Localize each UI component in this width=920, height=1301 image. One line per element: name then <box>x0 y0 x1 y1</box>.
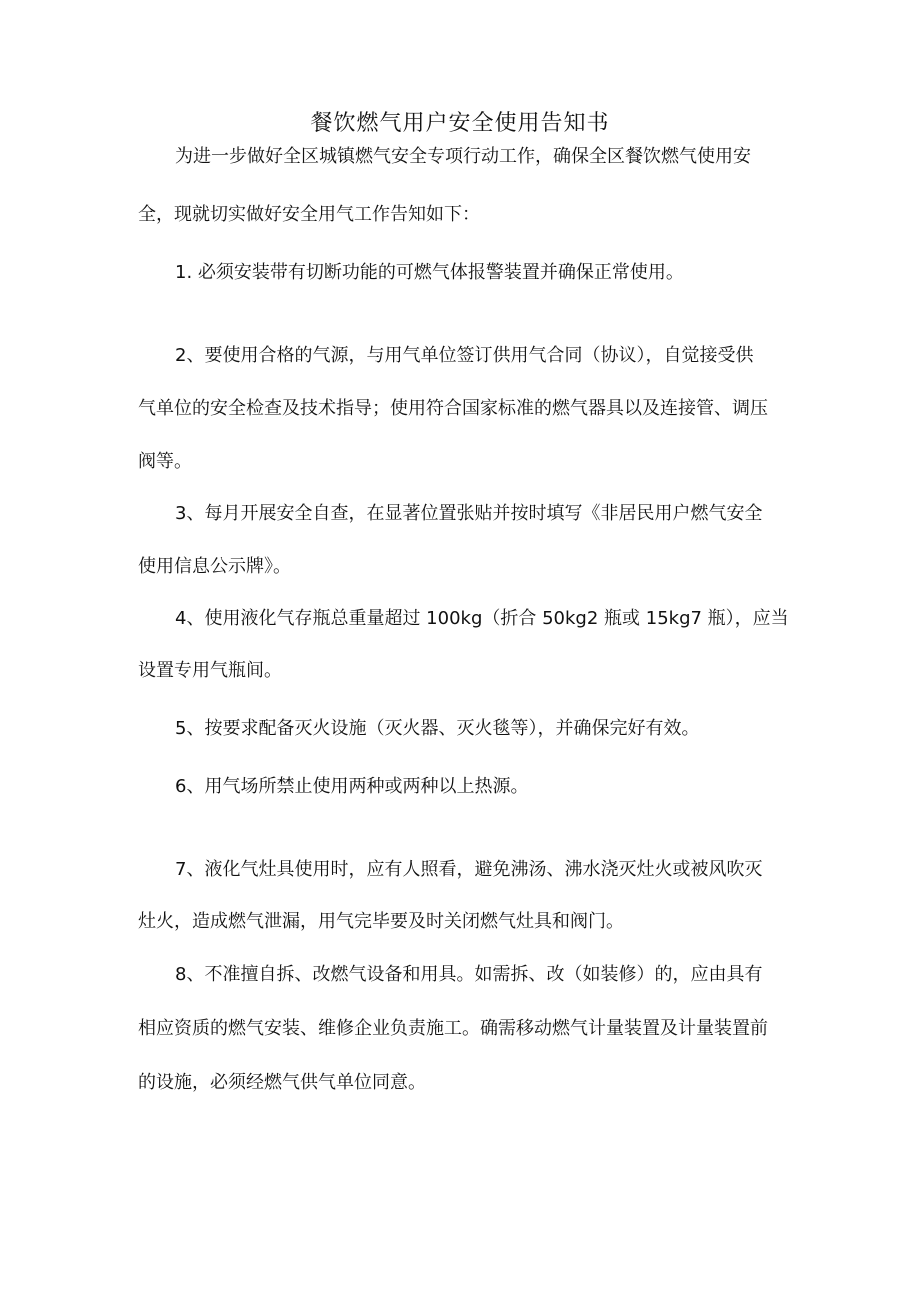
intro-line-1: 为进一步做好全区城镇燃气安全专项行动工作，确保全区餐饮燃气使用安 <box>175 146 751 167</box>
item-7-line-2: 灶火，造成燃气泄漏，用气完毕要及时关闭燃气灶具和阀门。 <box>138 911 624 932</box>
item-4-line-1: 4、使用液化气存瓶总重量超过 100kg（折合 50kg2 瓶或 15kg7 瓶），应当 <box>175 608 789 629</box>
item-2-line-1: 2、要使用合格的气源，与用气单位签订供用气合同（协议），自觉接受供 <box>175 345 754 366</box>
item-2-line-3: 阀等。 <box>138 451 192 472</box>
intro-line-2: 全，现就切实做好安全用气工作告知如下： <box>138 204 480 225</box>
item-1-line-1: 1. 必须安装带有切断功能的可燃气体报警装置并确保正常使用。 <box>175 262 684 283</box>
item-2-line-2: 气单位的安全检查及技术指导；使用符合国家标准的燃气器具以及连接管、调压 <box>138 398 768 419</box>
item-3-line-1: 3、每月开展安全自查，在显著位置张贴并按时填写《非居民用户燃气安全 <box>175 503 763 524</box>
item-8-line-1: 8、不准擅自拆、改燃气设备和用具。如需拆、改（如装修）的，应由具有 <box>175 964 763 985</box>
item-7-line-1: 7、液化气灶具使用时，应有人照看，避免沸汤、沸水浇灭灶火或被风吹灭 <box>175 859 763 880</box>
item-4-line-2: 设置专用气瓶间。 <box>138 660 282 681</box>
item-8-line-2: 相应资质的燃气安装、维修企业负责施工。确需移动燃气计量装置及计量装置前 <box>138 1018 768 1039</box>
item-3-line-2: 使用信息公示牌》。 <box>138 556 291 577</box>
document-title: 餐饮燃气用户安全使用告知书 <box>310 111 610 136</box>
item-6-line-1: 6、用气场所禁止使用两种或两种以上热源。 <box>175 776 529 797</box>
item-5-line-1: 5、按要求配备灭火设施（灭火器、灭火毯等），并确保完好有效。 <box>175 718 700 739</box>
item-8-line-3: 的设施，必须经燃气供气单位同意。 <box>138 1072 426 1093</box>
